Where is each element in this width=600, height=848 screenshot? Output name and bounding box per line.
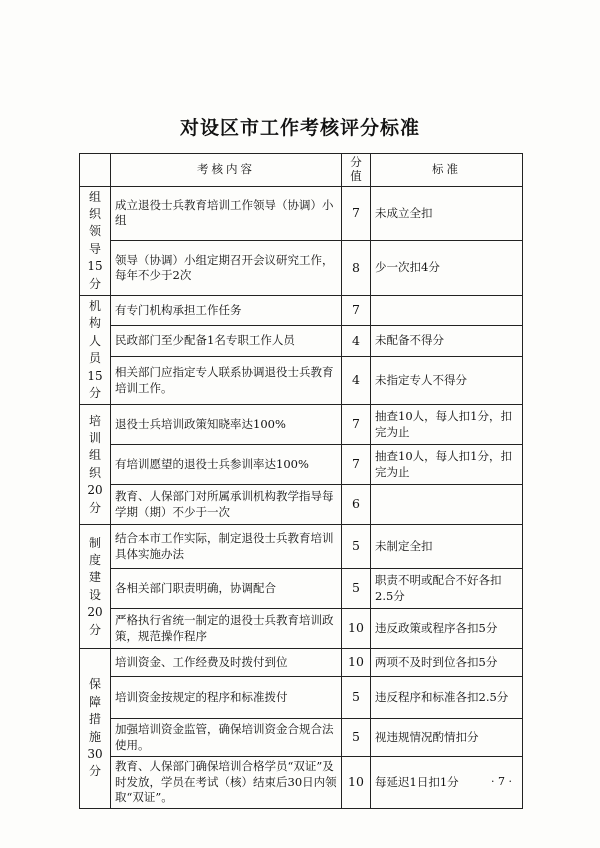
- content-cell: 教育、人保部门确保培训合格学员“双证”及时发放，学员在考试（核）结束后30日内领取“双证”。: [111, 757, 342, 809]
- category-cell: 机构人员15分: [80, 295, 111, 404]
- standard-cell: 违反政策或程序各扣5分: [371, 609, 523, 649]
- category-cell: 保障措施30分: [80, 649, 111, 809]
- score-cell: 7: [342, 186, 371, 241]
- content-cell: 培训资金按规定的程序和标准拨付: [111, 677, 342, 719]
- content-cell: 领导（协调）小组定期召开会议研究工作，每年不少于2次: [111, 241, 342, 296]
- table-row: [80, 356, 523, 404]
- standard-cell: [371, 485, 523, 525]
- content-cell: 有专门机构承担工作任务: [111, 295, 342, 326]
- standard-cell: 未配备不得分: [371, 326, 523, 357]
- table-row: [80, 485, 523, 525]
- table-row: [80, 649, 523, 677]
- content-cell: 相关部门应指定专人联系协调退役士兵教育培训工作。: [111, 356, 342, 404]
- header-content: 考核内容: [111, 154, 342, 187]
- header-score: 分值: [342, 154, 371, 187]
- content-cell: 加强培训资金监管，确保培训资金合规合法使用。: [111, 719, 342, 757]
- standard-cell: 每延迟1日扣1分: [371, 757, 523, 809]
- score-cell: 4: [342, 356, 371, 404]
- score-cell: 7: [342, 445, 371, 485]
- category-cell: 制度建设20分: [80, 525, 111, 649]
- standard-cell: 未成立全扣: [371, 186, 523, 241]
- standard-cell: 未制定全扣: [371, 525, 523, 569]
- category-cell: 培训组织20分: [80, 405, 111, 525]
- standard-cell: [371, 295, 523, 326]
- table-row: [80, 405, 523, 445]
- score-cell: 5: [342, 719, 371, 757]
- table-row: [80, 719, 523, 757]
- standard-cell: 违反程序和标准各扣2.5分: [371, 677, 523, 719]
- standard-cell: 抽查10人，每人扣1分，扣完为止: [371, 445, 523, 485]
- score-cell: 10: [342, 649, 371, 677]
- score-cell: 7: [342, 295, 371, 326]
- table-header-row: [80, 154, 523, 187]
- page-number: · 7 ·: [491, 775, 512, 788]
- standard-cell: 抽查10人，每人扣1分，扣完为止: [371, 405, 523, 445]
- score-cell: 8: [342, 241, 371, 296]
- content-cell: 有培训愿望的退役士兵参训率达100%: [111, 445, 342, 485]
- content-cell: 结合本市工作实际，制定退役士兵教育培训具体实施办法: [111, 525, 342, 569]
- header-blank: [80, 154, 111, 187]
- score-cell: 5: [342, 525, 371, 569]
- standard-cell: 视违规情况酌情扣分: [371, 719, 523, 757]
- standard-cell: 未指定专人不得分: [371, 356, 523, 404]
- content-cell: 各相关部门职责明确，协调配合: [111, 569, 342, 609]
- score-cell: 7: [342, 405, 371, 445]
- table-row: [80, 186, 523, 241]
- score-cell: 6: [342, 485, 371, 525]
- table-row: [80, 445, 523, 485]
- table-row: [80, 609, 523, 649]
- table-row: [80, 525, 523, 569]
- content-cell: 教育、人保部门对所属承训机构教学指导每学期（期）不少于一次: [111, 485, 342, 525]
- score-cell: 5: [342, 677, 371, 719]
- content-cell: 培训资金、工作经费及时拨付到位: [111, 649, 342, 677]
- standard-cell: 少一次扣4分: [371, 241, 523, 296]
- score-cell: 10: [342, 609, 371, 649]
- header-standard: 标准: [371, 154, 523, 187]
- table-row: [80, 295, 523, 326]
- table-row: [80, 569, 523, 609]
- table-row: [80, 757, 523, 809]
- score-cell: 4: [342, 326, 371, 357]
- score-cell: 10: [342, 757, 371, 809]
- table-row: [80, 241, 523, 296]
- table-row: [80, 677, 523, 719]
- score-cell: 5: [342, 569, 371, 609]
- page-title: 对设区市工作考核评分标准: [179, 117, 420, 139]
- standard-cell: 职责不明或配合不好各扣2.5分: [371, 569, 523, 609]
- table-row: [80, 326, 523, 357]
- content-cell: 民政部门至少配备1名专职工作人员: [111, 326, 342, 357]
- scoring-table: [79, 153, 523, 809]
- content-cell: 成立退役士兵教育培训工作领导（协调）小组: [111, 186, 342, 241]
- standard-cell: 两项不及时到位各扣5分: [371, 649, 523, 677]
- category-cell: 组织领导15分: [80, 186, 111, 295]
- content-cell: 退役士兵培训政策知晓率达100%: [111, 405, 342, 445]
- content-cell: 严格执行省统一制定的退役士兵教育培训政策，规范操作程序: [111, 609, 342, 649]
